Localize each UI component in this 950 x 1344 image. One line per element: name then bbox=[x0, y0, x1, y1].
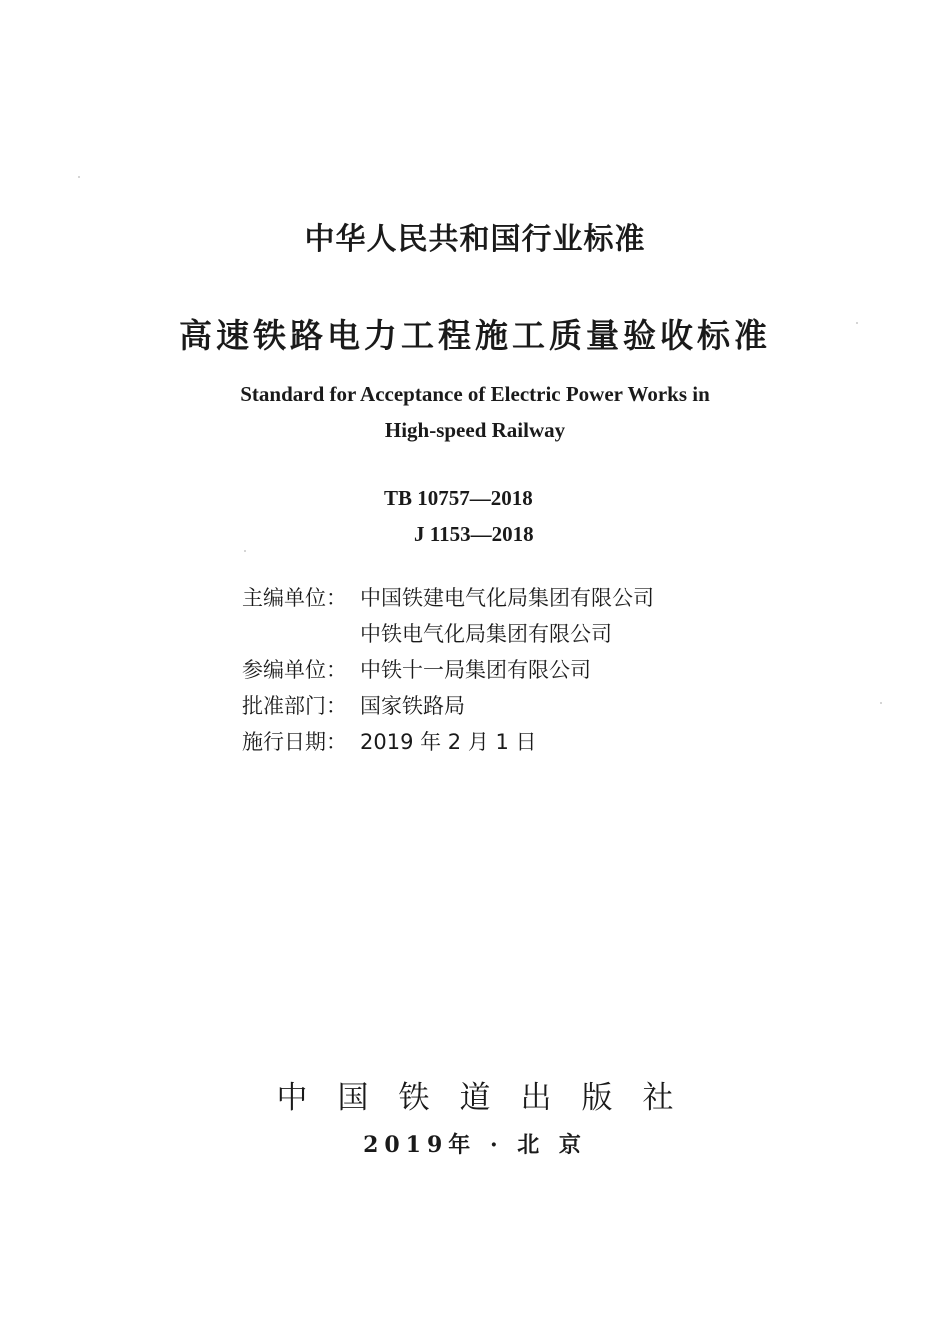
co-editor: 中铁十一局集团有限公司 bbox=[360, 658, 591, 682]
publication-year-place: 2019年 · 北 京 bbox=[363, 1132, 587, 1158]
chief-editor-label: 主编单位： bbox=[242, 586, 347, 610]
approval-label: 批准部门： bbox=[242, 694, 347, 718]
chief-editor-2: 中铁电气化局集团有限公司 bbox=[360, 622, 612, 646]
industry-standard-heading: 中华人民共和国行业标准 bbox=[304, 222, 646, 257]
document-title-chinese: 高速铁路电力工程施工质量验收标准 bbox=[179, 316, 771, 355]
approval-authority: 国家铁路局 bbox=[360, 694, 465, 718]
document-title-english-line-1: Standard for Acceptance of Electric Power Works in bbox=[240, 382, 710, 406]
scan-speck bbox=[78, 176, 80, 178]
document-title-english-line-2: High-speed Railway bbox=[384, 418, 566, 442]
effective-date: 2019 年 2 月 1 日 bbox=[360, 730, 537, 754]
scan-speck bbox=[244, 550, 246, 552]
effective-date-label: 施行日期： bbox=[242, 730, 347, 754]
co-editor-label: 参编单位： bbox=[242, 658, 347, 682]
tb-code: TB 10757—2018 bbox=[384, 486, 533, 510]
scan-speck bbox=[880, 702, 882, 704]
publisher-name: 中国铁道出版社 bbox=[276, 1080, 704, 1116]
document-title-english bbox=[0, 376, 950, 448]
j-code: J 1153—2018 bbox=[414, 522, 534, 546]
chief-editor-1: 中国铁建电气化局集团有限公司 bbox=[360, 586, 654, 610]
